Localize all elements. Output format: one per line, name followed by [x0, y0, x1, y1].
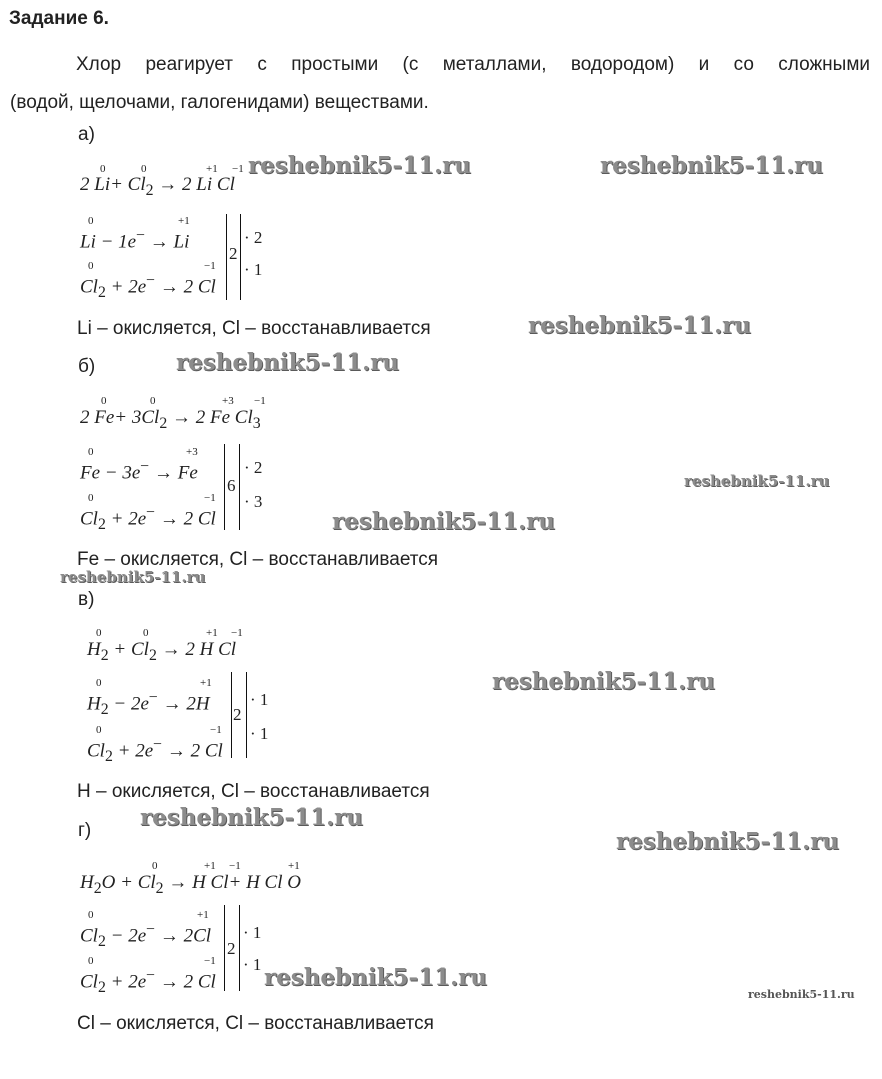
summary-c: H – окисляется, Cl – восстанавливается: [77, 781, 430, 802]
watermark: reshebnik5-11.ru: [492, 668, 715, 695]
task-title: Задание 6.: [9, 8, 109, 29]
section-label-a: а): [78, 124, 95, 145]
watermark: reshebnik5-11.ru: [616, 828, 839, 855]
watermark: reshebnik5-11.ru: [248, 152, 471, 179]
coefficient-c-1: · 1: [250, 690, 269, 709]
coefficient-b-1: · 2: [244, 458, 263, 477]
summary-d: Cl – окисляется, Cl – восстанавливается: [77, 1013, 434, 1034]
watermark: reshebnik5-11.ru: [332, 508, 555, 535]
balance-bar-left-d: [224, 905, 225, 991]
balance-bar-right-d: [239, 905, 240, 991]
coefficient-a-2: · 1: [244, 260, 263, 279]
balance-bar-right-a: [240, 214, 241, 300]
watermark: reshebnik5-11.ru: [264, 964, 487, 991]
watermark: reshebnik5-11.ru: [140, 804, 363, 831]
watermark: reshebnik5-11.ru: [176, 349, 399, 376]
section-label-c: в): [78, 589, 95, 610]
section-label-d: г): [78, 820, 92, 841]
watermark: reshebnik5-11.ru: [684, 472, 830, 490]
watermark: reshebnik5-11.ru: [60, 568, 206, 586]
watermark: reshebnik5-11.ru: [748, 988, 855, 1001]
watermark: reshebnik5-11.ru: [528, 312, 751, 339]
lcm-a: 2: [229, 244, 238, 263]
intro-line-2: (водой, щелочами, галогенидами) веществами.: [10, 92, 429, 113]
coefficient-c-2: · 1: [250, 724, 269, 743]
intro-line-1: Хлор реагирует с простыми (с металлами, водородом) и со сложными: [76, 54, 870, 75]
intro-paragraph: [10, 46, 870, 122]
balance-bar-right-b: [239, 444, 240, 530]
coefficient-b-2: · 3: [244, 492, 263, 511]
lcm-d: 2: [227, 939, 236, 958]
coefficient-d-2: · 1: [243, 955, 262, 974]
summary-b: Fe – окисляется, Cl – восстанавливается: [77, 549, 439, 570]
coefficient-a-1: · 2: [244, 228, 263, 247]
watermark: reshebnik5-11.ru: [600, 152, 823, 179]
lcm-c: 2: [233, 705, 242, 724]
balance-bar-left-a: [226, 214, 227, 300]
lcm-b: 6: [227, 476, 236, 495]
coefficient-d-1: · 1: [243, 923, 262, 942]
balance-bar-left-b: [224, 444, 225, 530]
balance-bar-right-c: [246, 672, 247, 758]
summary-a: Li – окисляется, Cl – восстанавливается: [77, 318, 431, 339]
section-label-b: б): [78, 356, 96, 377]
balance-bar-left-c: [231, 672, 232, 758]
